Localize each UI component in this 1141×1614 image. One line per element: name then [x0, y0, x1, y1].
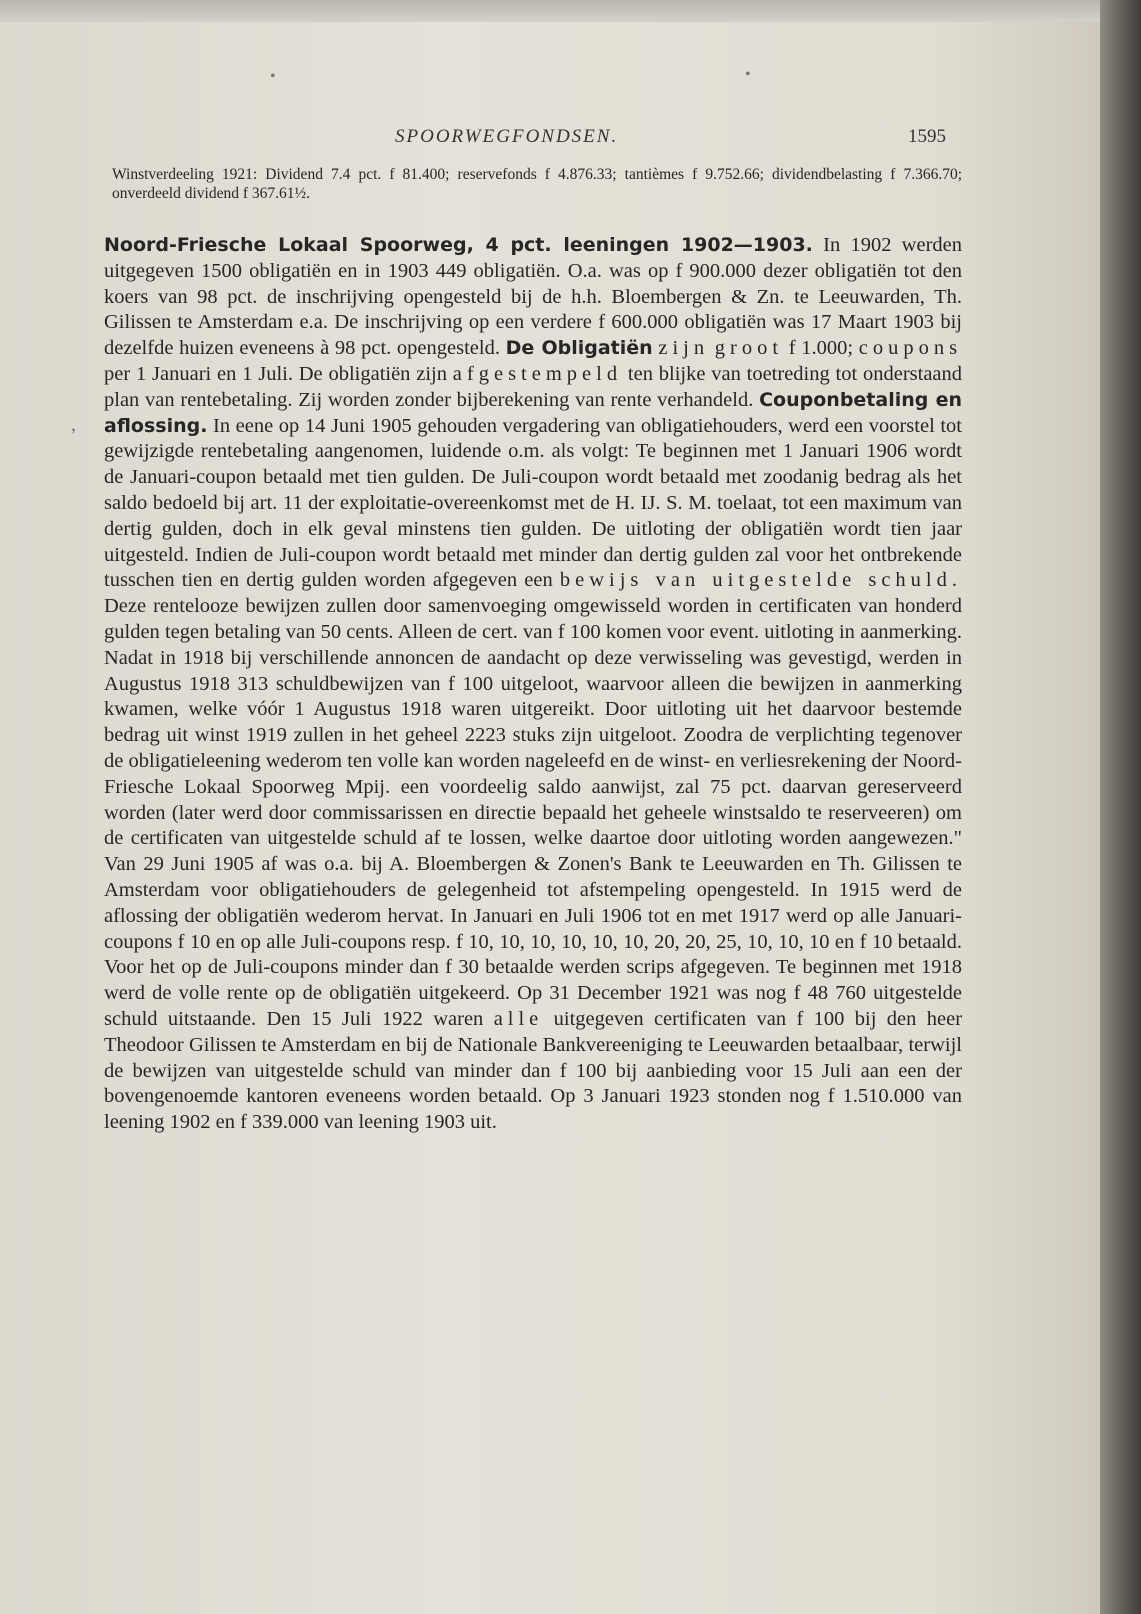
alle-label: alle [493, 1007, 544, 1030]
coupons-label: coupons [858, 337, 963, 360]
zijn-word: zijn [658, 337, 710, 360]
article-text-1: In 1902 werden uitgegeven 1500 obligatiën en in 1903 449 obligatiën. O.a. was op f 900.000 dezer obligatiën tot den koers van 98 pct. de inschrijving opengesteld bij de h.h. Bloembergen & Zn. te Leeuwarden, Th. Gilissen te Amsterdam e.a. De inschrijving op een verdere f 600.000 obligatiën was 17 Maart 1903 bij dezelfde huizen eveneens à 98 pct. opengesteld. [104, 234, 963, 360]
article-title: Noord-Friesche Lokaal Spoorweg, 4 pct. leeningen 1902—1903. [104, 234, 813, 256]
groot-label: groot [714, 337, 784, 360]
bewijs-label: bewijs van uitgestelde schuld. [559, 569, 963, 592]
running-title: SPOORWEGFONDSEN. [395, 126, 619, 147]
obligatien-label: De Obligatiën [505, 337, 653, 360]
paper-speck: • [270, 68, 276, 85]
margin-mark: ʼ [70, 425, 77, 447]
article-text-4: In eene op 14 Juni 1905 gehouden vergadering van obligatiehouders, werd een voorstel tot gewijzigde rentebetaling aangenomen, luidende o.m. als volgt: Te beginnen met 1 Januari 1906 wordt de Januari-coupon betaald met tien gulden. De Juli-coupon wordt betaald met zoodanig bedrag als het saldo bedoeld bij art. 11 der exploitatie-overeenkomst met de H. IJ. S. M. toelaat, tot een maximum van dertig gulden, doch in elk geval minstens tien gulden. De uitloting der obligatiën wordt tien jaar uitgesteld. Indien de Juli-coupon wordt betaald met minder dan dertig gulden zal voor het ontbrekende tusschen tien en dertig gulden worden afgegeven een [104, 414, 962, 592]
paper-speck: • [745, 66, 751, 83]
article-text-5: Deze rentelooze bewijzen zullen door samenvoeging omgewisseld worden in certificaten van honderd gulden tegen betaling van 50 cents. Alleen de cert. van f 100 komen voor event. uitloting in aanmerking. Nadat in 1918 bij verschillende annoncen de aandacht op deze verwisseling was gevestigd, werden in Augustus 1918 313 schuldbewijzen van f 100 uitgeloot, waarvoor alleen die bewijzen in aanmerking kwamen, welke vóór 1 Augustus 1918 waren uitgereikt. Door uitloting uit het daarvoor bestemde bedrag uit winst 1919 zullen in het geheel 2223 stuks zijn uitgeloot. Zoodra de verplichting tegenover de obligatieleening wederom ten volle kan worden nageleefd en de winst- en verliesrekening der Noord-Friesche Lokaal Spoorweg Mpij. een voordeelig saldo aanwijst, zal 75 pct. daarvan gereserveerd worden (later werd door commissarissen en directie bepaald het geheele winstsaldo te reserveeren) om de certificaten van uitgestelde schuld af te lossen, welke daartoe door uitloting worden aangewezen." Van 29 Juni 1905 af was o.a. bij A. Bloembergen & Zonen's Bank te Leeuwarden en Th. Gilissen te Amsterdam voor obligatiehouders de gelegenheid tot afstempeling opengesteld. In 1915 werd de aflossing der obligatiën wederom hervat. In Januari en Juli 1906 tot en met 1917 werd op alle Januari-coupons f 10 en op alle Juli-coupons resp. f 10, 10, 10, 10, 10, 10, 20, 20, 25, 10, 10, 10 en f 10 betaald. Voor het op de Juli-coupons minder dan f 30 betaalde werden scrips afgegeven. Te beginnen met 1918 werd de volle rente op de obligatiën uitgekeerd. Op 31 December 1921 was nog f 48 760 uitgestelde schuld uitstaande. Den 15 Juli 1922 waren [104, 595, 962, 1030]
page-top-edge [0, 0, 1100, 22]
page-content [104, 165, 962, 1136]
article-text-3: ten blijke van toetreding tot onderstaand plan van rentebetaling. Zij worden zonder bijberekening van rente verhandeld. [104, 362, 963, 411]
book-spine [1100, 0, 1141, 1614]
intro-paragraph: Winstverdeeling 1921: Dividend 7.4 pct. f 81.400; reservefonds f 4.876.33; tantièmes f 9.752.66; dividendbelasting f 7.366.70; onverdeeld dividend f 367.61½. [112, 166, 962, 202]
article-text-2: per 1 Januari en 1 Juli. De obligatiën zijn [104, 362, 447, 385]
article-paragraph [104, 233, 962, 1136]
page-number: 1595 [908, 126, 946, 147]
denomination-amount: f 1.000; [788, 337, 854, 360]
afgestempeld-label: afgestempeld [452, 362, 623, 385]
page-header [0, 118, 1100, 158]
couponbetaling-label: Couponbetaling en aflossing. [104, 388, 963, 437]
article-text-6: uitgegeven certificaten van f 100 bij den heer Theodoor Gilissen te Amsterdam en bij de Nationale Bankvereeniging te Leeuwarden betaalbaar, terwijl de bewijzen van uitgestelde schuld van minder dan f 100 bij aanbieding voor 15 Juli aan een der bovengenoemde kantoren eveneens worden betaald. Op 3 Januari 1923 stonden nog f 1.510.000 van leening 1902 en f 339.000 van leening 1903 uit. [104, 1007, 963, 1134]
